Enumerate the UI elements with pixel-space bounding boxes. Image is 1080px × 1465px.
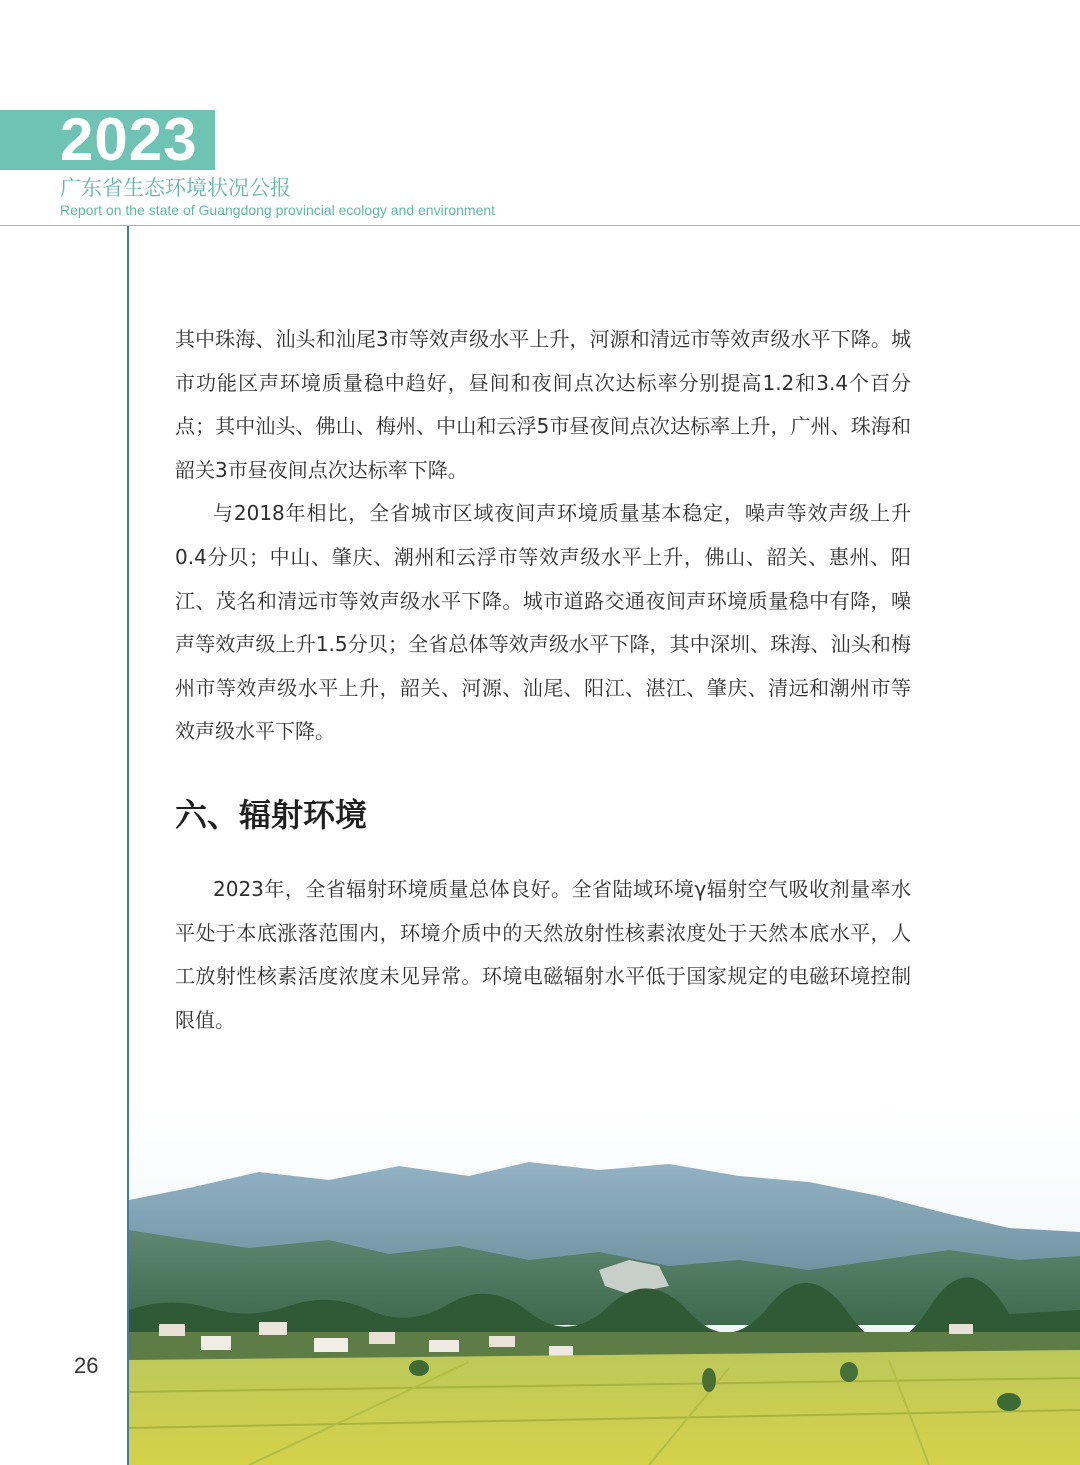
body-content bbox=[175, 318, 911, 1042]
landscape-photo-icon bbox=[129, 1110, 1080, 1465]
house bbox=[549, 1346, 573, 1356]
report-title-english: Report on the state of Guangdong provincial ecology and environment bbox=[60, 202, 496, 218]
report-year: 2023 bbox=[60, 106, 198, 173]
section-heading-radiation: 六、辐射环境 bbox=[175, 795, 368, 834]
paragraph-radiation: 2023年，全省辐射环境质量总体良好。全省陆域环境γ辐射空气吸收剂量率水平处于本底涨落范围内，环境介质中的天然放射性核素浓度处于天然本底水平，人工放射性核素活度浓度未见异常。环境电磁辐射水平低于国家规定的电磁环境控制限值。 bbox=[175, 876, 911, 1032]
tree bbox=[840, 1362, 858, 1382]
rice-field bbox=[129, 1350, 1080, 1465]
house bbox=[369, 1332, 395, 1344]
tree bbox=[702, 1368, 716, 1392]
house bbox=[949, 1324, 973, 1334]
house bbox=[314, 1338, 348, 1352]
house bbox=[429, 1340, 459, 1352]
report-title-chinese: 广东省生态环境状况公报 bbox=[60, 176, 291, 200]
tree bbox=[409, 1360, 429, 1376]
house bbox=[489, 1336, 515, 1347]
house bbox=[159, 1324, 185, 1336]
header-divider bbox=[0, 225, 1080, 226]
tree bbox=[997, 1393, 1021, 1411]
page-number: 26 bbox=[74, 1353, 99, 1378]
paragraph-noise-comparison: 与2018年相比，全省城市区域夜间声环境质量基本稳定，噪声等效声级上升0.4分贝；中山、肇庆、潮州和云浮市等效声级水平上升，佛山、韶关、惠州、阳江、茂名和清远市等效声级水平下降。城市道路交通夜间声环境质量稳中有降，噪声等效声级上升1.5分贝；全省总体等效声级水平下降，其中深圳、珠海、汕头和梅州市等效声级水平上升，韶关、河源、汕尾、阳江、湛江、肇庆、清远和潮州市等效声级水平下降。 bbox=[175, 501, 911, 744]
paragraph-noise-continued: 其中珠海、汕头和汕尾3市等效声级水平上升，河源和清远市等效声级水平下降。城市功能区声环境质量稳中趋好，昼间和夜间点次达标率分别提高1.2和3.4个百分点；其中汕头、佛山、梅州、中山和云浮5市昼夜间点次达标率上升，广州、珠海和韶关3市昼夜间点次达标率下降。 bbox=[175, 327, 911, 482]
house bbox=[259, 1322, 287, 1335]
house bbox=[201, 1336, 231, 1350]
